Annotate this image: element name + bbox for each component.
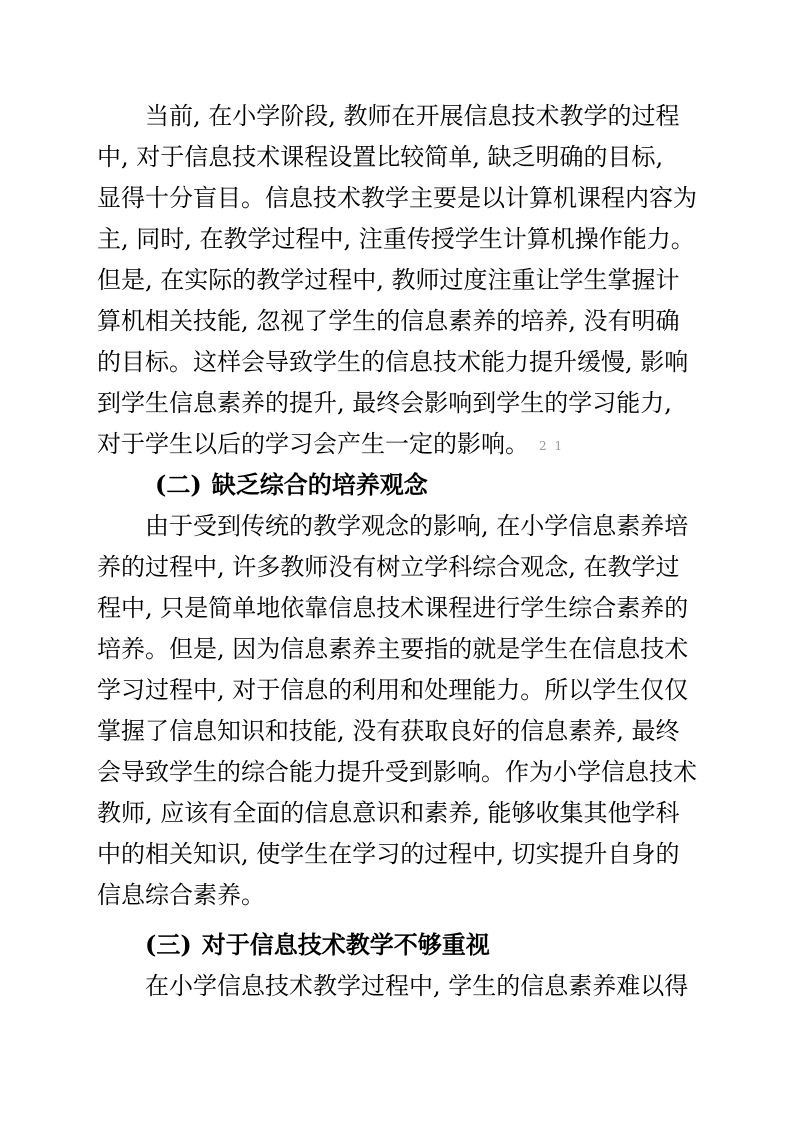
paragraph-line-last [97, 428, 564, 462]
paragraph-line: 中, 对于信息技术课程设置比较简单, 缺乏明确的目标, [97, 143, 664, 171]
paragraph-line: 掌握了信息知识和技能, 没有获取良好的信息素养, 最终 [97, 717, 680, 745]
section-heading [145, 929, 490, 961]
paragraph-line: 的目标。这样会导致学生的信息技术能力提升缓慢, 影响 [97, 348, 689, 376]
paragraph-line: 主, 同时, 在教学过程中, 注重传授学生计算机操作能力。 [97, 225, 695, 253]
paragraph-line: 培养。但是, 因为信息素养主要指的就是学生在信息技术 [97, 635, 689, 663]
paragraph-line: 程中, 只是简单地依靠信息技术课程进行学生综合素养的 [97, 594, 689, 622]
paragraph-line: 显得十分盲目。信息技术教学主要是以计算机课程内容为 [97, 184, 697, 212]
paragraph-line: 到学生信息素养的提升, 最终会影响到学生的学习能力, [97, 389, 672, 417]
paragraph-line: 信息综合素养。 [97, 881, 265, 909]
paragraph-line: 算机相关技能, 忽视了学生的信息素养的培养, 没有明确 [97, 307, 680, 335]
heading-number: (二) [155, 470, 202, 499]
section-heading [155, 469, 428, 501]
heading-title: 对于信息技术教学不够重视 [201, 930, 490, 959]
citation-marker: 2 1 [539, 439, 565, 453]
heading-number: (三) [145, 930, 192, 959]
paragraph-line: 中的相关知识, 使学生在学习的过程中, 切实提升自身的 [97, 840, 680, 868]
paragraph-line: 当前, 在小学阶段, 教师在开展信息技术教学的过程 [145, 102, 680, 130]
paragraph-line: 但是, 在实际的教学过程中, 教师过度注重让学生掌握计 [97, 266, 680, 294]
heading-title: 缺乏综合的培养观念 [211, 470, 428, 499]
paragraph-line: 会导致学生的综合能力提升受到影响。作为小学信息技术 [97, 758, 697, 786]
paragraph-line: 学习过程中, 对于信息的利用和处理能力。所以学生仅仅 [97, 676, 689, 704]
paragraph-line: 由于受到传统的教学观念的影响, 在小学信息素养培 [145, 512, 689, 540]
paragraph-line: 养的过程中, 许多教师没有树立学科综合观念, 在教学过 [97, 553, 680, 581]
paragraph-text: 对于学生以后的学习会产生一定的影响。 [97, 430, 529, 458]
paragraph-line: 教师, 应该有全面的信息意识和素养, 能够收集其他学科 [97, 799, 680, 827]
paragraph-line: 在小学信息技术教学过程中, 学生的信息素养难以得 [145, 972, 689, 1000]
